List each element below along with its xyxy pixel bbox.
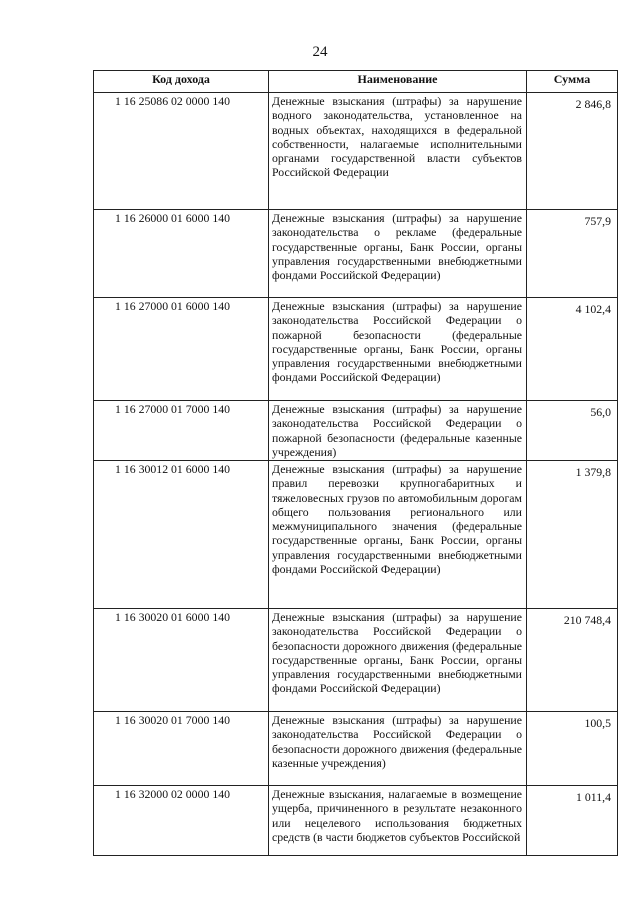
- income-code: 1 16 27000 01 6000 140: [94, 298, 269, 401]
- income-code: 1 16 30020 01 7000 140: [94, 712, 269, 786]
- table-row: [94, 712, 618, 786]
- income-name: Денежные взыскания (штрафы) за нарушение законодательства Российской Федерации о пожарной безопасности (федеральные казенные учреждения): [269, 401, 527, 461]
- income-sum: 1 011,4: [527, 786, 618, 856]
- table-row: [94, 461, 618, 609]
- income-name: Денежные взыскания, налагаемые в возмещение ущерба, причиненного в результате незаконного или нецелевого использования бюджетных средств (в части бюджетов субъектов Российской: [269, 786, 527, 856]
- income-sum: 210 748,4: [527, 609, 618, 712]
- income-name: Денежные взыскания (штрафы) за нарушение законодательства Российской Федерации о безопасности дорожного движения (федеральные казенные учреждения): [269, 712, 527, 786]
- income-code: 1 16 32000 02 0000 140: [94, 786, 269, 856]
- header-row: [94, 71, 618, 93]
- income-name: Денежные взыскания (штрафы) за нарушение законодательства Российской Федерации о пожарной безопасности (федеральные государственные органы, Банк России, органы управления государственными внебюджетными фондами Российской Федерации): [269, 298, 527, 401]
- header-name: Наименование: [269, 71, 527, 93]
- income-name: Денежные взыскания (штрафы) за нарушение законодательства Российской Федерации о безопасности дорожного движения (федеральные государственные органы, Банк России, органы управления государственными внебюджетными фондами Российской Федерации): [269, 609, 527, 712]
- header-sum: Сумма: [527, 71, 618, 93]
- revenue-table: [93, 70, 618, 856]
- income-sum: 100,5: [527, 712, 618, 786]
- table-body: [94, 93, 618, 856]
- income-sum: 4 102,4: [527, 298, 618, 401]
- income-sum: 1 379,8: [527, 461, 618, 609]
- header-code: Код дохода: [94, 71, 269, 93]
- table-row: [94, 401, 618, 461]
- income-code: 1 16 27000 01 7000 140: [94, 401, 269, 461]
- table-row: [94, 786, 618, 856]
- income-sum: 2 846,8: [527, 93, 618, 210]
- income-sum: 757,9: [527, 210, 618, 298]
- table-header: [94, 71, 618, 93]
- table-row: [94, 210, 618, 298]
- income-code: 1 16 30012 01 6000 140: [94, 461, 269, 609]
- table-row: [94, 298, 618, 401]
- table-row: [94, 609, 618, 712]
- income-sum: 56,0: [527, 401, 618, 461]
- income-name: Денежные взыскания (штрафы) за нарушение законодательства о рекламе (федеральные государственные органы, Банк России, органы управления государственными внебюджетными фондами Российской Федерации): [269, 210, 527, 298]
- income-code: 1 16 25086 02 0000 140: [94, 93, 269, 210]
- page-number: 24: [312, 44, 328, 60]
- income-code: 1 16 26000 01 6000 140: [94, 210, 269, 298]
- income-code: 1 16 30020 01 6000 140: [94, 609, 269, 712]
- table-row: [94, 93, 618, 210]
- income-name: Денежные взыскания (штрафы) за нарушение правил перевозки крупногабаритных и тяжеловесных грузов по автомобильным дорогам общего пользования регионального или межмуниципального значения (федеральные государственные органы, Банк России, органы управления государственными внебюджетными фондами Российской Федерации): [269, 461, 527, 609]
- income-name: Денежные взыскания (штрафы) за нарушение водного законодательства, установленное на водных объектах, находящихся в федеральной собственности, налагаемые исполнительными органами государственной власти субъектов Российской Федерации: [269, 93, 527, 210]
